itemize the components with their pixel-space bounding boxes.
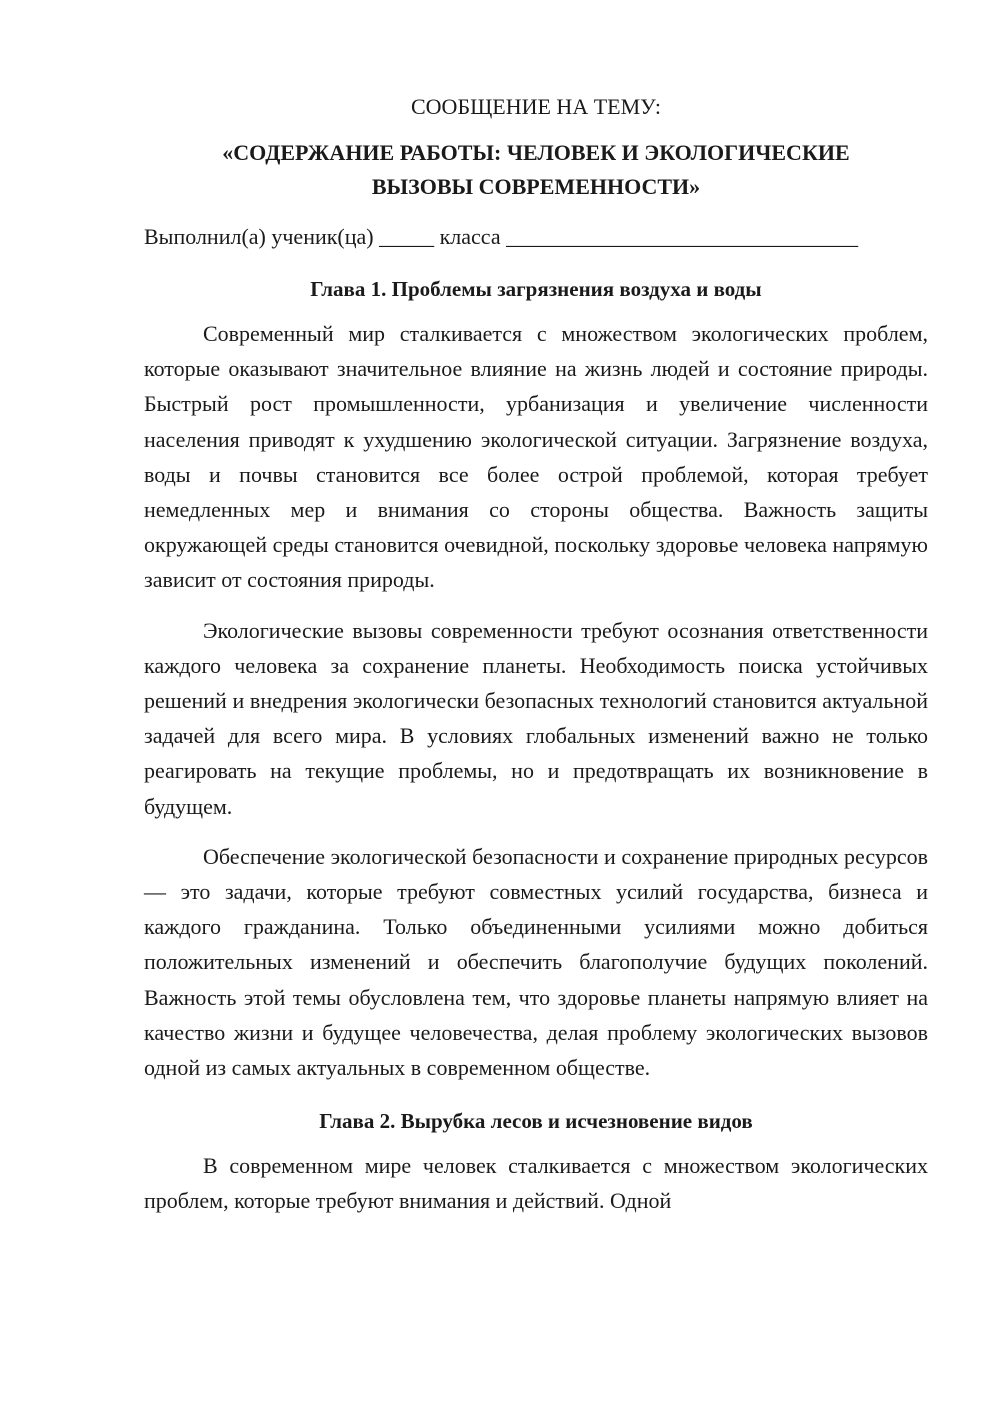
chapter-1-paragraph-3: Обеспечение экологической безопасности и сохранение природных ресурсов — это задачи, которые требуют совместных усилий государства, бизнеса и каждого гражданина. Только объединенными усилиями можно добиться положительных изменений и обеспечить благополучие будущих поколений. Важность этой темы обусловлена тем, что здоровье планеты напрямую влияет на качество жизни и будущее человечества, делая проблему экологических вызовов одной из самых актуальных в современном обществе. [144, 843, 928, 1081]
document-page [144, 92, 928, 1234]
chapter-2-paragraph-1: В современном мире человек сталкивается с множеством экологических проблем, которые требуют внимания и действий. Одной [144, 1153, 928, 1214]
chapter-1-paragraph-2: Экологические вызовы современности требуют осознания ответственности каждого человека за сохранение планеты. Необходимость поиска устойчивых решений и внедрения экологически безопасных технологий становится актуальной задачей для всего мира. В условиях глобальных изменений важно не только реагировать на текущие проблемы, но и предотвращать их возникновение в будущем. [144, 617, 928, 819]
chapter-1-heading: Глава 1. Проблемы загрязнения воздуха и воды [310, 277, 762, 301]
document-title-line-2: ВЫЗОВЫ СОВРЕМЕННОСТИ» [371, 174, 701, 199]
chapter-2-heading: Глава 2. Вырубка лесов и исчезновение видов [319, 1109, 753, 1134]
author-line: Выполнил(а) ученик(ца) _____ класса ________________________________ [144, 224, 859, 249]
document-title-line-1: «СОДЕРЖАНИЕ РАБОТЫ: ЧЕЛОВЕК И ЭКОЛОГИЧЕСКИЕ [222, 140, 850, 165]
document-title [144, 136, 928, 204]
chapter-1-paragraph-1: Современный мир сталкивается с множеством экологических проблем, которые оказывают значительное влияние на жизнь людей и состояние природы. Быстрый рост промышленности, урбанизация и увеличение численности населения приводят к ухудшению экологической ситуации. Загрязнение воздуха, воды и почвы становится все более острой проблемой, которая требует немедленных мер и внимания со стороны общества. Важность защиты окружающей среды становится очевидной, поскольку здоровье человека напрямую зависит от состояния природы. [144, 321, 928, 593]
chapter-2 [144, 1104, 928, 1218]
chapter-1 [144, 272, 928, 1085]
document-subtitle: СООБЩЕНИЕ НА ТЕМУ: [411, 94, 661, 119]
